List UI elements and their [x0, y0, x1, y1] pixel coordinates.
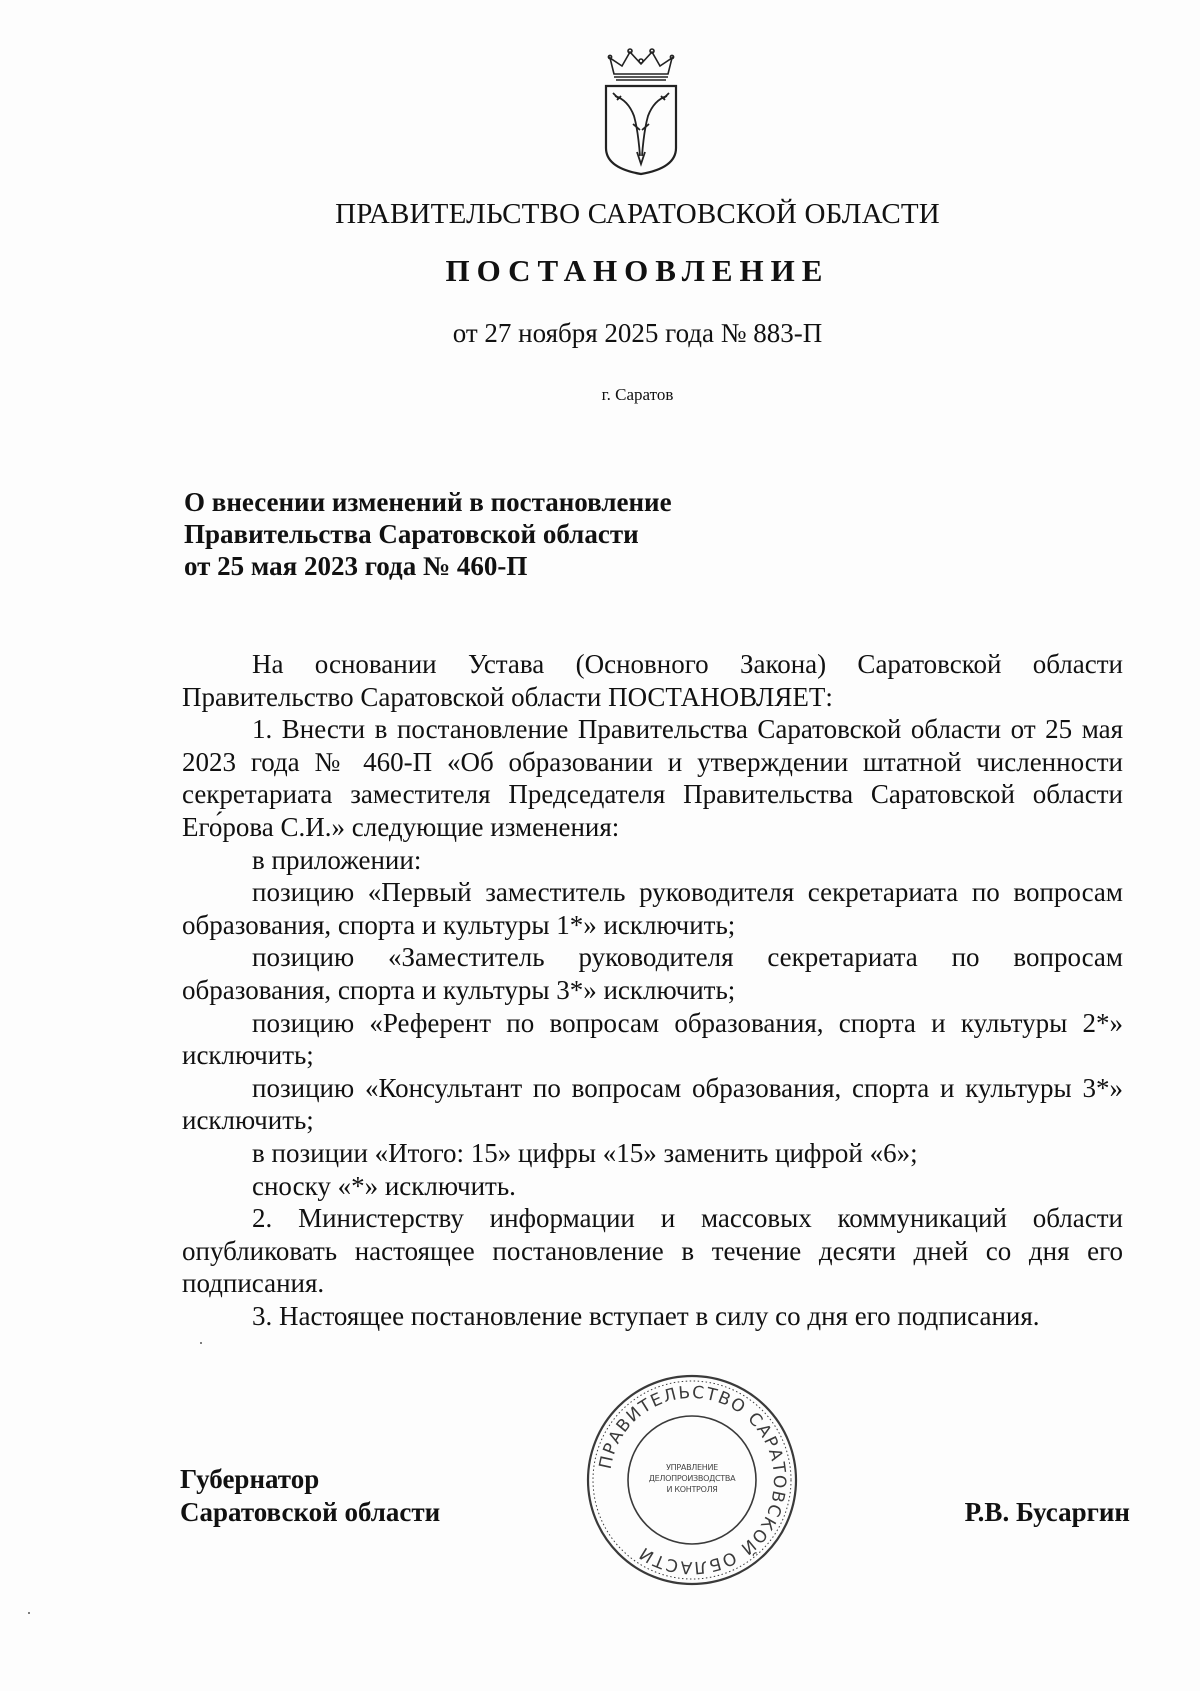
body-paragraph: позицию «Первый заместитель руководителя секретариата по вопросам образования, спорта и культуры 1*» исключить; — [182, 877, 1123, 940]
body-paragraph: позицию «Консультант по вопросам образования, спорта и культуры 3*» исключить; — [182, 1072, 1123, 1136]
stamp-center-line: ДЕЛОПРОИЗВОДСТВА — [648, 1474, 736, 1483]
body-paragraph: сноску «*» исключить. — [252, 1170, 516, 1201]
subject-line: О внесении изменений в постановление — [184, 487, 672, 517]
body-paragraph: 3. Настоящее постановление вступает в силу со дня его подписания. — [252, 1300, 1040, 1331]
scan-speck — [200, 1342, 202, 1344]
document-city: г. Саратов — [601, 385, 674, 404]
body-paragraph: позицию «Заместитель руководителя секретариата по вопросам образования, спорта и культуры 3*» исключить; — [182, 942, 1123, 1005]
body-paragraph: позицию «Референт по вопросам образования, спорта и культуры 2*» исключить; — [182, 1007, 1123, 1071]
stamp-center-line: УПРАВЛЕНИЕ — [666, 1463, 718, 1472]
document-type-title: ПОСТАНОВЛЕНИЕ — [445, 253, 830, 288]
scan-speck — [28, 1612, 30, 1614]
signatory-title — [180, 1463, 560, 1529]
signatory-name: Р.В. Бусаргин — [964, 1497, 1130, 1527]
body-paragraph: На основании Устава (Основного Закона) Саратовской области Правительство Саратовской области ПОСТАНОВЛЯЕТ: — [182, 649, 1123, 712]
stamp-ring-text: ПРАВИТЕЛЬСТВО САРАТОВСКОЙ ОБЛАСТИ — [595, 1382, 790, 1578]
document-body — [182, 648, 1123, 1332]
signatory-title-line: Губернатор — [180, 1464, 320, 1494]
body-paragraph: в приложении: — [252, 844, 422, 875]
organization-name: ПРАВИТЕЛЬСТВО САРАТОВСКОЙ ОБЛАСТИ — [335, 198, 940, 230]
document-subject — [184, 486, 884, 582]
stamp-center-line: И КОНТРОЛЯ — [666, 1485, 718, 1494]
signatory-title-line: Саратовской области — [180, 1497, 441, 1527]
body-paragraph: 1. Внести в постановление Правительства Саратовской области от 25 мая 2023 года № 460-П «Об образовании и утверждении штатной численности секретариата заместителя Председателя Правительства Саратовской области Его́рова С.И.» следующие изменения: — [182, 714, 1123, 842]
body-paragraph: 2. Министерству информации и массовых коммуникаций области опубликовать настоящее постановление в течение десяти дней со дня его подписания. — [182, 1203, 1123, 1299]
official-seal-stamp — [582, 1370, 802, 1590]
body-paragraph: в позиции «Итого: 15» цифры «15» заменить цифрой «6»; — [252, 1137, 918, 1168]
document-date-number: от 27 ноября 2025 года № 883-П — [452, 318, 823, 348]
subject-line: от 25 мая 2023 года № 460-П — [184, 551, 528, 581]
subject-line: Правительства Саратовской области — [184, 519, 639, 549]
stamp-center-text — [642, 1462, 742, 1495]
coat-of-arms-icon — [600, 44, 682, 176]
